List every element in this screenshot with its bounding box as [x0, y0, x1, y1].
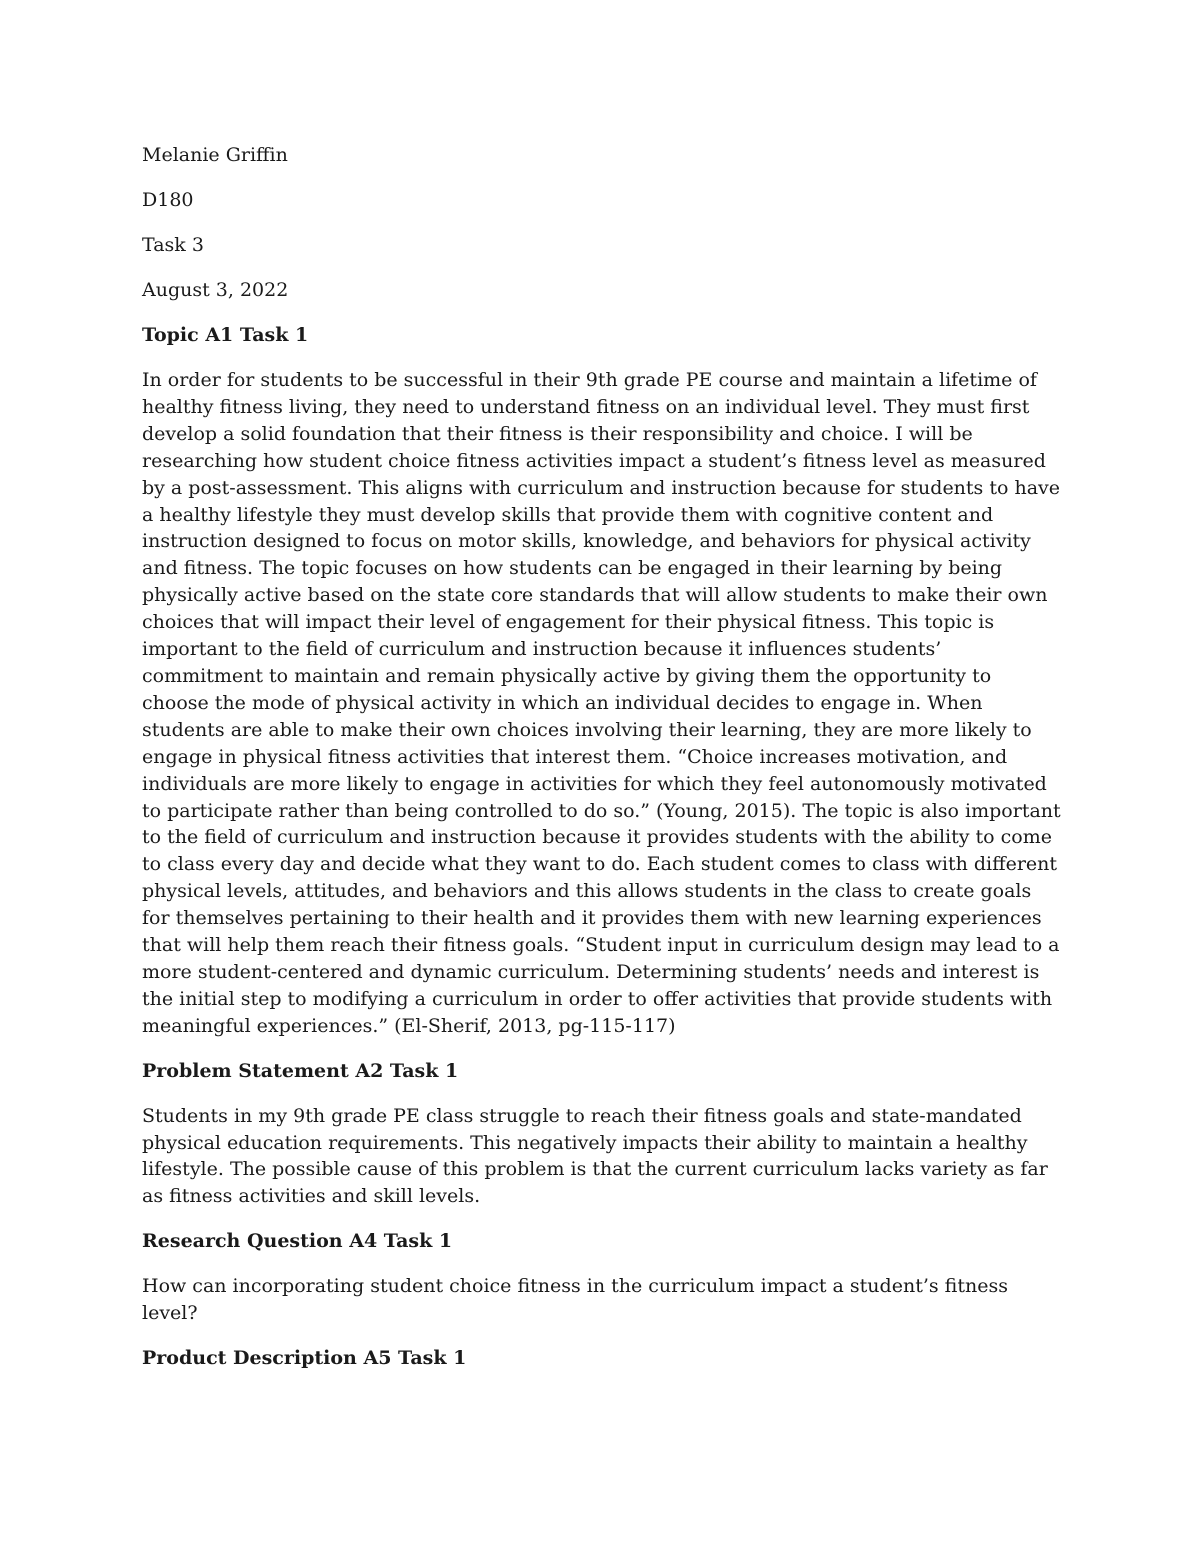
- course-code: D180: [142, 189, 194, 211]
- section-heading-research-question: Research Question A4 Task 1: [142, 1230, 453, 1253]
- section-heading-topic: Topic A1 Task 1: [142, 324, 309, 346]
- section-body-problem-statement: Students in my 9th grade PE class struggle to reach their fitness goals and state-mandated physical education requirements. This negatively impacts their ability to maintain a healthy lifestyle. The possible cause of this problem is that the current curriculum lacks variety as far as fitness activities and skill levels.: [142, 1104, 1048, 1208]
- section-heading-problem-statement: Problem Statement A2 Task 1: [142, 1059, 459, 1082]
- document-content: [142, 142, 1062, 1390]
- section-heading-product-description: Product Description A5 Task 1: [142, 1347, 467, 1370]
- section-body-topic: In order for students to be successful in their 9th grade PE course and maintain a lifetime of healthy fitness living, they need to understand fitness on an individual level. They must first develop a solid foundation that their fitness is their responsibility and choice. I will be researching how student choice fitness activities impact a student’s fitness level as measured by a post-assessment. This aligns with curriculum and instruction because for students to have a healthy lifestyle they must develop skills that provide them with cognitive content and instruction designed to focus on motor skills, knowledge, and behaviors for physical activity and fitness. The topic focuses on how students can be engaged in their learning by being physically active based on the state core standards that will allow students to make their own choices that will impact their level of engagement for their physical fitness. This topic is important to the field of curriculum and instruction because it influences students’ commitment to maintain and remain physically active by giving them the opportunity to choose the mode of physical activity in which an individual decides to engage in. When students are able to make their own choices involving their learning, they are more likely to engage in physical fitness activities that interest them. “Choice increases motivation, and individuals are more likely to engage in activities for which they feel autonomously motivated to participate rather than being controlled to do so.” (Young, 2015). The topic is also important to the field of curriculum and instruction because it provides students with the ability to come to class every day and decide what they want to do. Each student comes to class with different physical levels, attitudes, and behaviors and this allows students in the class to create goals for themselves pertaining to their health and it provides them with new learning experiences that will help them reach their fitness goals. “Student input in curriculum design may lead to a more student-centered and dynamic curriculum. Determining students’ needs and interest is the initial step to modifying a curriculum in order to offer activities that provide students with meaningful experiences.” (El-Sherif, 2013, pg-115-117): [142, 369, 1061, 1037]
- document-date: August 3, 2022: [142, 279, 289, 301]
- task-number: Task 3: [142, 234, 204, 256]
- author-name: Melanie Griffin: [142, 144, 288, 166]
- section-body-research-question: How can incorporating student choice fitness in the curriculum impact a student’s fitness level?: [142, 1275, 1008, 1325]
